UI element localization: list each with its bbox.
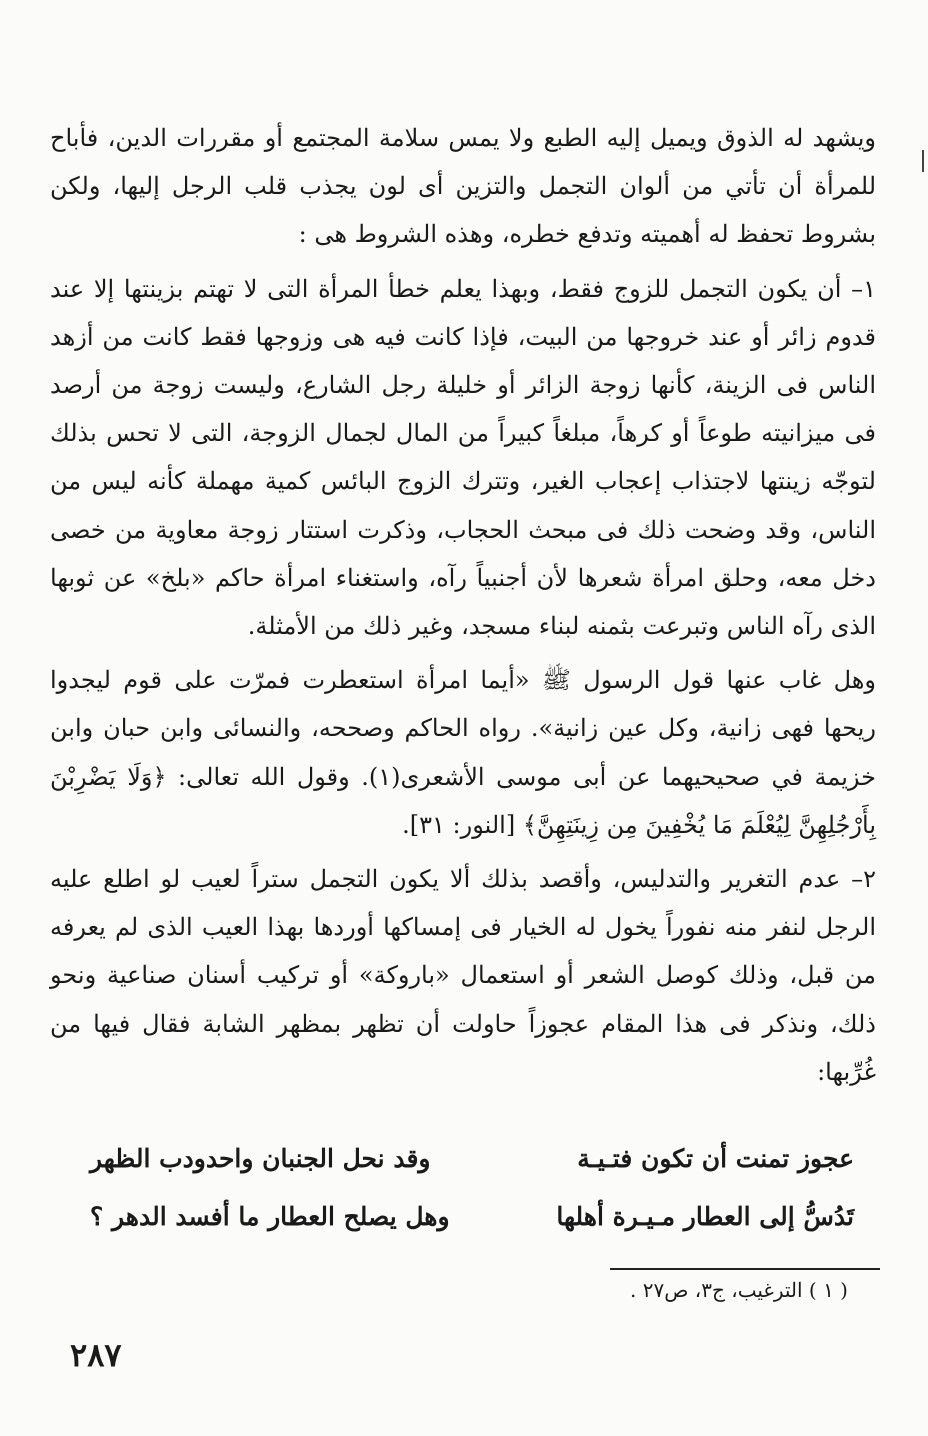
verse-first-hemistich: عجوز تمنت أن تكون فتـيـة	[577, 1144, 854, 1173]
paragraph-intro: ويشهد له الذوق ويميل إليه الطبع ولا يمس سلامة المجتمع أو مقررات الدين، فأباح للمرأة أن تأتي من ألوان التجمل والتزين أى لون يجذب قلب الرجل إليها، ولكن بشروط تحفظ له أهميته وتدفع خطره، وهذه الشروط هى :	[50, 124, 877, 249]
paragraph-condition-1: ١– أن يكون التجمل للزوج فقط، وبهذا يعلم خطأ المرأة التى لا تهتم بزينتها إلا عند قدوم زائر أو عند خروجها من البيت، فإذا كانت فيه هى وزوجها فقط كانت من أزهد الناس فى الزينة، كأنها زوجة الزائر أو خليلة رجل الشارع، وليست زوجة من أرصد فى ميزانيته طوعاً أو كرهاً، مبلغاً كبيراً من المال لجمال الزوجة، التى لا تحس بذلك لتوجّه زينتها لاجتذاب إعجاب الغير، وتترك الزوج البائس كمية مهملة كأنه ليس من الناس، وقد وضحت ذلك فى مبحث الحجاب، وذكرت استتار زوجة معاوية من خصى دخل معه، وحلق امرأة شعرها لأن أجنبياً رآه، واستغناء امرأة حاكم «بلخ» عن ثوبها الذى رآه الناس وتبرعت بثمنه لبناء مسجد، وغير ذلك من الأمثلة.	[50, 274, 877, 641]
poem-verse	[90, 1202, 854, 1254]
page-number: ٢٨٧	[70, 1336, 122, 1374]
footnote-divider	[610, 1268, 880, 1270]
footnote: ( ١ ) الترغيب، ج٣، ص٢٧ .	[630, 1278, 848, 1302]
paragraph-condition-2: ٢– عدم التغرير والتدليس، وأقصد بذلك ألا يكون التجمل ستراً لعيب لو اطلع عليه الرجل لنفر منه نفوراً يخول له الخيار فى إمساكها أوردها بهذا العيب الذى لم يعرفه من قبل، وذلك كوصل الشعر أو استعمال «باروكة» أو تركيب أسنان صناعية ونحو ذلك، ونذكر فى هذا المقام عجوزاً حاولت أن تظهر بمظهر الشابة فقال فيها من غُرِّبها:	[50, 865, 876, 1086]
poem-verse	[90, 1144, 854, 1196]
paragraph-hadith: وهل غاب عنها قول الرسول ﷺ «أيما امرأة استعطرت فمرّت على قوم ليجدوا ريحها فهى زانية، وكل عين زانية». رواه الحاكم وصححه، والنسائى وابن حبان وابن خزيمة في صحيحيهما عن أبى موسى الأشعرى(١). وقول الله تعالى: ﴿وَلَا يَضْرِبْنَ بِأَرْجُلِهِنَّ لِيُعْلَمَ مَا يُخْفِينَ مِن زِينَتِهِنَّ﴾ [النور: ٣١].	[50, 666, 876, 839]
body-text	[50, 114, 876, 1096]
verse-second-hemistich: وهل يصلح العطار ما أفسد الدهر ؟	[90, 1202, 450, 1231]
margin-mark	[922, 150, 924, 172]
verse-first-hemistich: تَدُسُّ إلى العطار مـيـرة أهلها	[556, 1202, 854, 1231]
verse-second-hemistich: وقد نحل الجنبان واحدودب الظهر	[90, 1144, 431, 1173]
